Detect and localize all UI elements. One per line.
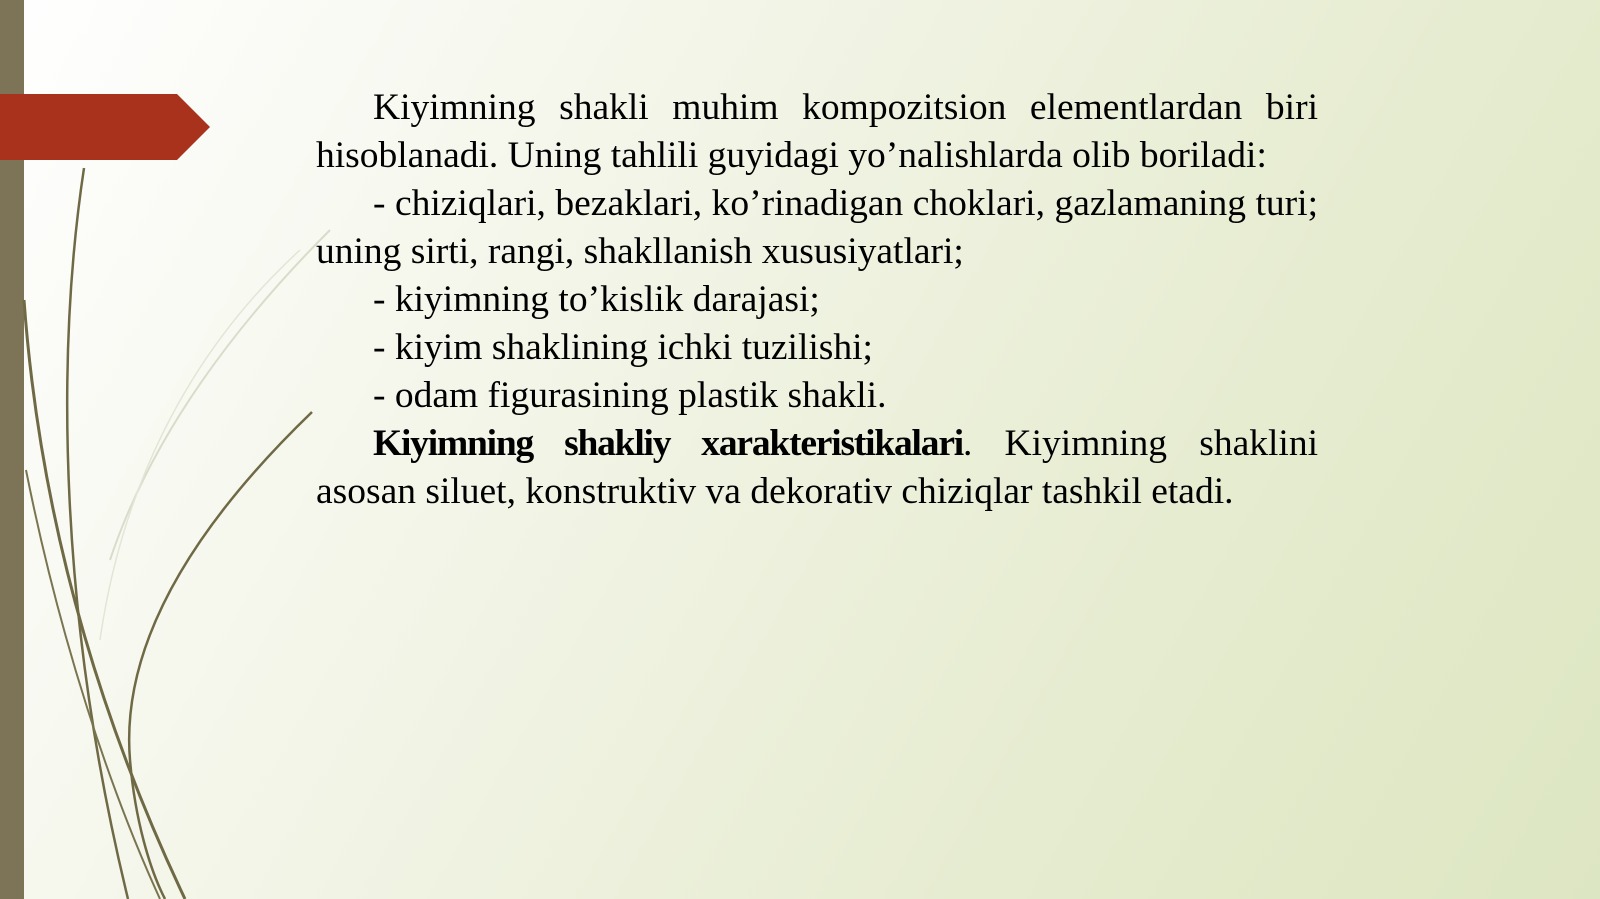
red-arrow-tab bbox=[0, 94, 210, 160]
list-item: - odam figurasining plastik shakli. bbox=[373, 375, 887, 416]
intro-paragraph: Kiyimning shakli muhim kompozitsion elementlardan biri hisoblanadi. Uning tahlili guyidagi yo’nalishlarda olib boriladi: bbox=[316, 87, 1318, 176]
characteristics-paragraph bbox=[316, 420, 1318, 516]
list-item: - kiyim shaklining ichki tuzilishi; bbox=[373, 327, 873, 368]
list-item: - chiziqlari, bezaklari, ko’rinadigan choklari, gazlamaning turi; uning sirti, rangi, shakllanish xususiyatlari; bbox=[316, 183, 1318, 272]
bold-heading: Kiyimning shakliy xarakteristikalari bbox=[373, 423, 963, 464]
paragraph-text: . Kiyimning shaklini asosan siluet, konstruktiv va dekorativ chiziqlar tashkil etadi. bbox=[316, 423, 1318, 512]
slide-body-text bbox=[316, 84, 1318, 516]
list-item: - kiyimning to’kislik darajasi; bbox=[373, 279, 820, 320]
